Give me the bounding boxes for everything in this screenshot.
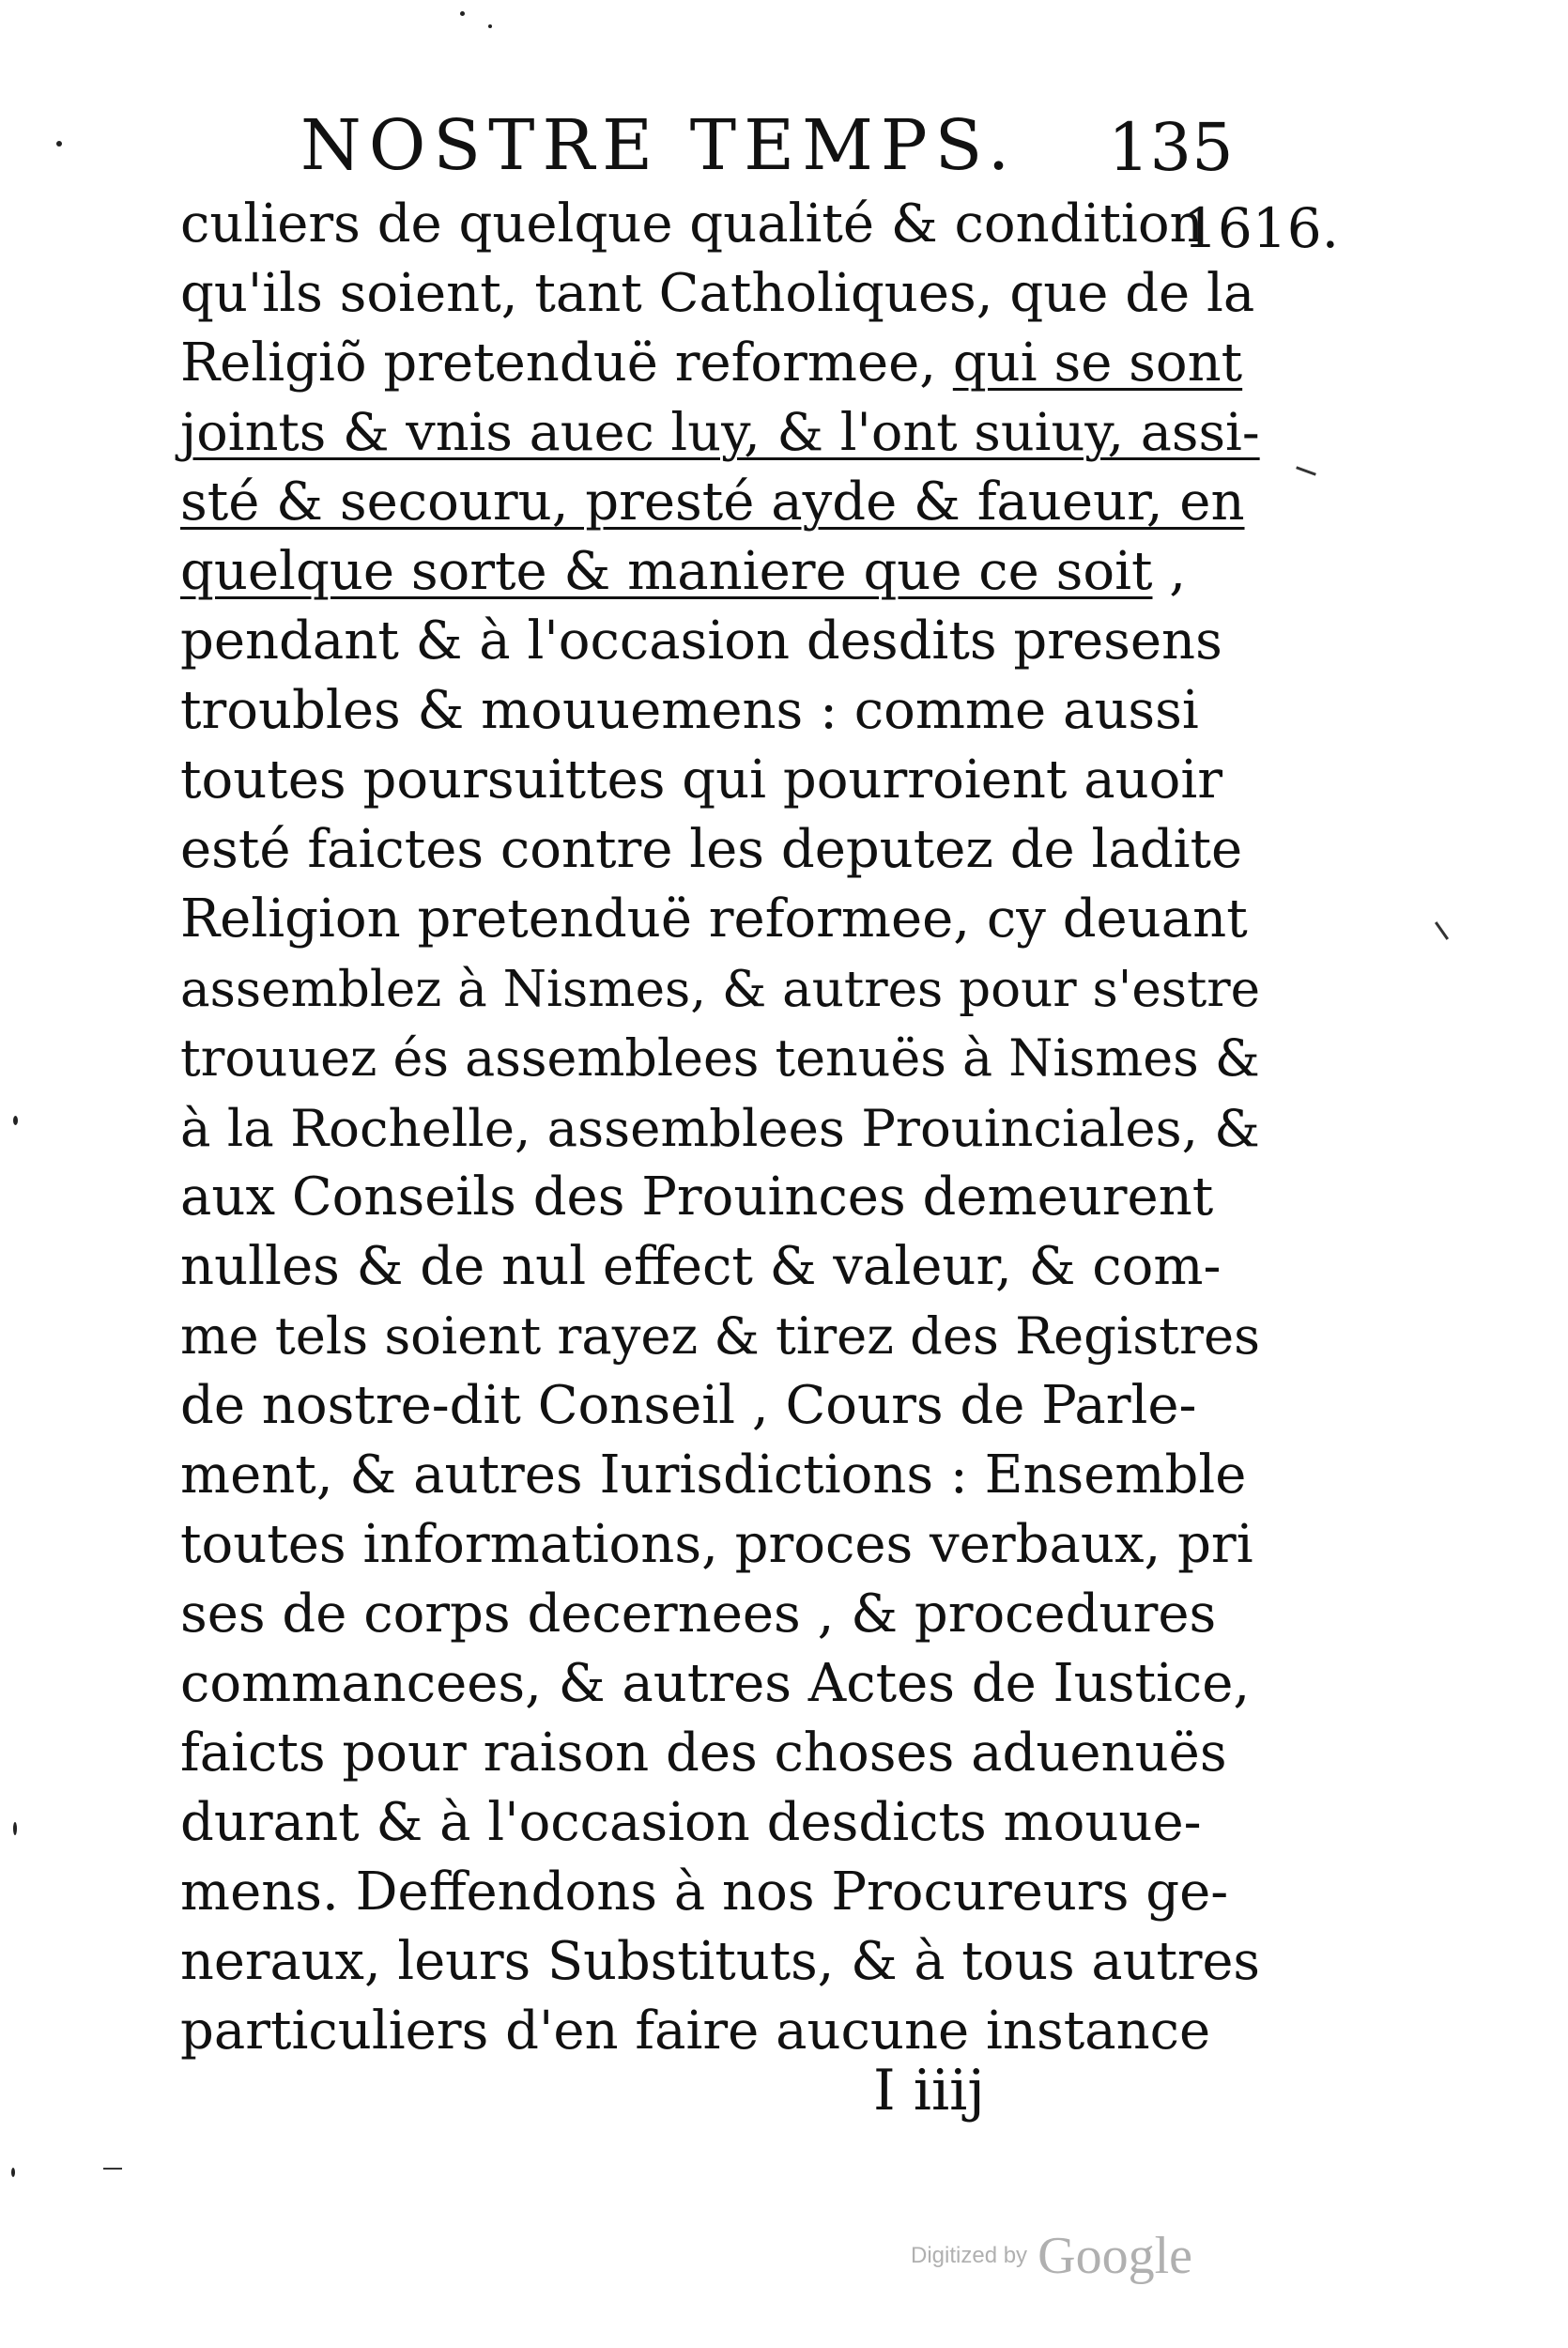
text-line: [180, 1093, 1260, 1163]
text-line: [180, 746, 1260, 815]
text-line: [180, 1024, 1260, 1093]
running-head: NOSTRE TEMPS.: [300, 105, 1018, 186]
digitized-watermark: [911, 2226, 1192, 2286]
underlined-text: joints & vnis auec luy, & l'ont suiuy, assi-: [180, 402, 1260, 463]
text-line: [180, 259, 1260, 329]
signature-mark: I iiij: [873, 2058, 985, 2124]
text-line: [180, 537, 1260, 607]
text-line: [180, 1649, 1260, 1719]
text-line: [180, 1371, 1260, 1441]
text-line: [180, 190, 1260, 259]
underlined-text: quelque sorte & maniere que ce soit: [180, 541, 1153, 602]
text-line: [180, 1510, 1260, 1580]
scan-dash: [1435, 921, 1449, 940]
scan-speck: [11, 2168, 15, 2177]
line-text: particuliers d'en faire aucune instance: [180, 2000, 1211, 2062]
line-text: pendant & à l'occasion desdits presens: [180, 610, 1222, 672]
text-line: [180, 329, 1260, 398]
line-text: nulles & de nul effect & valeur, & com-: [180, 1236, 1222, 1297]
line-text: troubles & mouuemens : comme aussi: [180, 680, 1199, 741]
text-line: [180, 398, 1260, 468]
text-line: [180, 1302, 1260, 1371]
line-text: Religion pretenduë reformee, cy deuant: [180, 888, 1248, 950]
text-line: [180, 1580, 1260, 1649]
line-text: culiers de quelque qualité & condition: [180, 193, 1204, 255]
scan-speck: [488, 24, 492, 28]
line-text: ses de corps decernees , & procedures: [180, 1583, 1217, 1645]
line-text: toutes informations, proces verbaux, pri: [180, 1514, 1253, 1575]
text-line: [180, 1788, 1260, 1858]
line-text: mens. Deffendons à nos Procureurs ge-: [180, 1861, 1229, 1923]
scan-dash: [103, 2168, 122, 2170]
line-text: qu'ils soient, tant Catholiques, que de la: [180, 263, 1255, 324]
line-text: aux Conseils des Prouinces demeurent: [180, 1166, 1214, 1228]
text-line: [180, 468, 1260, 537]
text-line: [180, 1719, 1260, 1788]
line-text: trouuez és assemblees tenuës à Nismes &: [180, 1028, 1260, 1088]
text-line: [180, 607, 1260, 676]
text-line: [180, 1441, 1260, 1510]
body-text: [180, 190, 1260, 2066]
scan-speck: [13, 1822, 17, 1835]
line-text: neraux, leurs Substituts, & à tous autres: [180, 1931, 1261, 1992]
line-text: esté faictes contre les deputez de ladite: [180, 819, 1243, 880]
google-logo: Google: [1038, 2227, 1193, 2285]
line-text: assemblez à Nismes, & autres pour s'estre: [180, 960, 1261, 1018]
page-number: 135: [1108, 109, 1234, 186]
text-line: [180, 676, 1260, 746]
text-line: [180, 1232, 1260, 1302]
line-text: Religiõ pretenduë reformee,: [180, 332, 953, 394]
line-text: de nostre-dit Conseil , Cours de Parle-: [180, 1375, 1197, 1436]
margin-year: 1616.: [1183, 196, 1340, 260]
line-text: à la Rochelle, assemblees Prouinciales, &: [180, 1098, 1260, 1158]
underlined-text: sté & secouru, presté ayde & faueur, en: [180, 471, 1245, 533]
line-text: toutes poursuittes qui pourroient auoir: [180, 749, 1223, 811]
scan-speck: [56, 141, 62, 147]
line-text: commancees, & autres Actes de Iustice,: [180, 1653, 1251, 1714]
line-text: ment, & autres Iurisdictions : Ensemble: [180, 1444, 1247, 1506]
text-line: [180, 1163, 1260, 1232]
text-line: [180, 954, 1260, 1024]
scan-dash: [1296, 466, 1316, 475]
scan-speck: [460, 11, 465, 16]
text-line: [180, 1927, 1260, 1997]
text-line: [180, 1858, 1260, 1927]
text-line: [180, 885, 1260, 954]
watermark-prefix: Digitized by: [911, 2243, 1028, 2268]
scan-speck: [13, 1116, 18, 1125]
text-line: [180, 815, 1260, 885]
underlined-text: qui se sont: [952, 332, 1243, 394]
line-text: faicts pour raison des choses aduenuës: [180, 1722, 1227, 1784]
text-line: [180, 1997, 1260, 2066]
line-text: ,: [1152, 541, 1187, 602]
line-text: me tels soient rayez & tirez des Registres: [180, 1306, 1260, 1366]
line-text: durant & à l'occasion desdicts mouue-: [180, 1792, 1202, 1853]
